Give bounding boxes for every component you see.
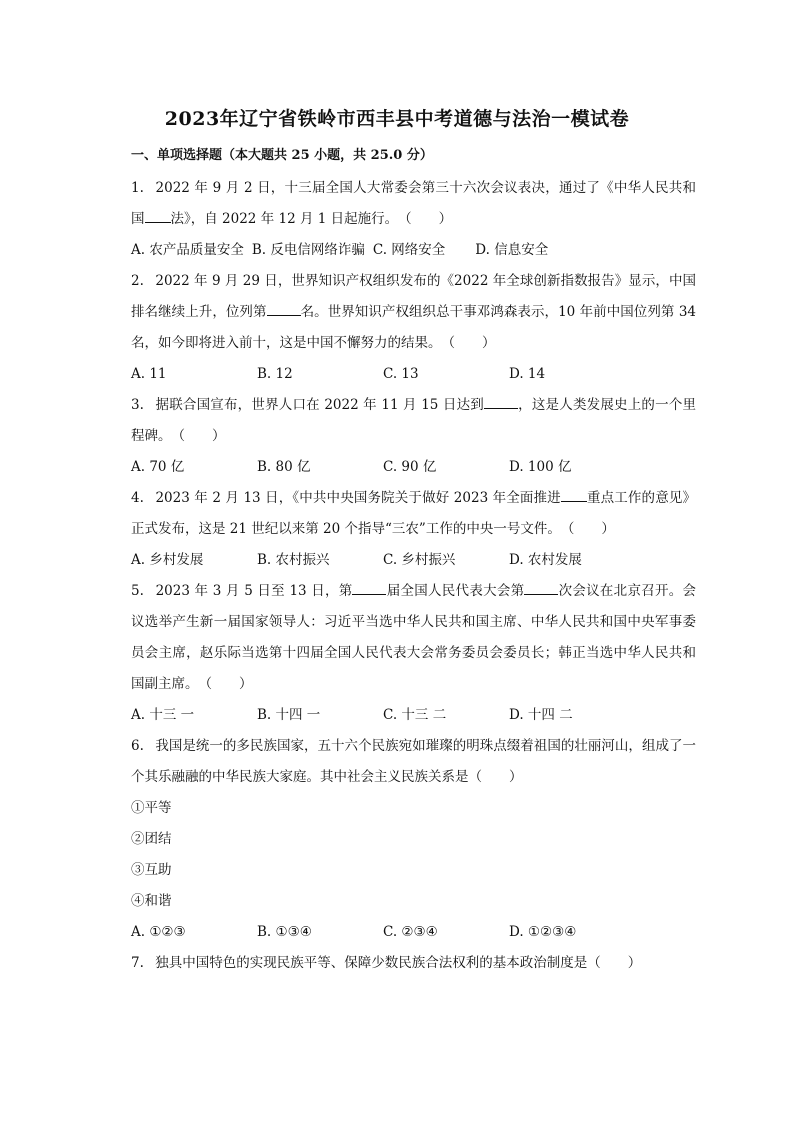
question-2: [131, 266, 696, 390]
option-a[interactable]: A. 农产品质量安全: [131, 242, 244, 258]
option-a[interactable]: A. 乡村发展: [131, 552, 204, 568]
stem-text: 届全国人民代表大会第: [386, 583, 525, 599]
option-a[interactable]: A. ①②③: [131, 924, 186, 940]
options-row: [131, 917, 696, 948]
answer-blank: [145, 209, 171, 223]
stem-text: 独具中国特色的实现民族平等、保障少数民族合法权利的基本政治制度是: [155, 955, 588, 971]
question-1: [131, 173, 696, 266]
option-a[interactable]: A. 十三 一: [131, 707, 195, 723]
statement-item: ③互助: [131, 862, 172, 878]
stem-text: 重点工作的意见》正式发布，这是 21 世纪以来第 20 个指导“三农”工作的中央一号文件。: [131, 490, 697, 537]
options-row: [131, 700, 696, 731]
statement-item: ④和谐: [131, 893, 172, 909]
question-number: 7.: [131, 955, 144, 971]
option-b[interactable]: B. 80 亿: [257, 459, 311, 475]
question-stem: [131, 948, 696, 979]
answer-blank: [484, 395, 518, 409]
statement-item: ②团结: [131, 831, 172, 847]
question-6: [131, 731, 696, 948]
question-4: [131, 483, 696, 576]
question-number: 5.: [131, 583, 144, 599]
question-number: 2.: [131, 273, 144, 289]
stem-text: 2023 年 3 月 5 日至 13 日，第: [155, 583, 353, 599]
options-row: [131, 235, 696, 266]
answer-paren: （ ）: [198, 676, 253, 692]
answer-blank: [267, 302, 301, 316]
options-row: [131, 359, 696, 390]
statement-item: ①平等: [131, 800, 172, 816]
question-number: 4.: [131, 490, 144, 506]
options-row: [131, 452, 696, 483]
option-c[interactable]: C. ②③④: [383, 924, 438, 940]
option-c[interactable]: C. 十三 二: [383, 707, 447, 723]
options-row: [131, 545, 696, 576]
question-stem: [131, 576, 696, 700]
section-heading: 一、单项选择题（本大题共 25 小题，共 25.0 分）: [131, 148, 433, 163]
answer-paren: （ ）: [441, 335, 496, 351]
option-b[interactable]: B. 反电信网络诈骗: [251, 242, 365, 258]
answer-blank: [561, 488, 587, 502]
stem-text: 名。世界知识产权组织总干事邓鸿森表示，10 年前中国位列第 34 名，如今即将进入前十，这是中国不懈努力的结果。: [131, 304, 696, 351]
answer-paren: （ ）: [468, 769, 523, 785]
answer-paren: （ ）: [171, 428, 226, 444]
option-d[interactable]: D. 信息安全: [475, 242, 549, 258]
option-b[interactable]: B. 12: [257, 366, 293, 382]
option-b[interactable]: B. 十四 一: [257, 707, 321, 723]
option-d[interactable]: D. 十四 二: [509, 707, 573, 723]
question-number: 1.: [131, 180, 144, 196]
answer-blank: [352, 581, 386, 595]
option-d[interactable]: D. 农村发展: [509, 552, 582, 568]
stem-text: 2022 年 9 月 2 日，十三届全国人大常委会第三十六次会议表决，通过了《中华人民共和国: [131, 180, 696, 227]
answer-paren: （ ）: [587, 955, 642, 971]
option-c[interactable]: C. 90 亿: [383, 459, 437, 475]
question-stem: [131, 390, 696, 452]
question-stem: [131, 266, 696, 359]
stem-text: ，这是人类发展史上的一个里程碑。: [131, 397, 697, 444]
question-3: [131, 390, 696, 483]
question-stem: [131, 731, 696, 793]
option-c[interactable]: C. 网络安全: [372, 242, 446, 258]
stem-text: 我国是统一的多民族国家，五十六个民族宛如璀璨的明珠点缀着祖国的壮丽河山，组成了一个其乐融融的中华民族大家庭。其中社会主义民族关系是: [131, 738, 696, 785]
option-a[interactable]: A. 11: [131, 366, 167, 382]
option-b[interactable]: B. ①③④: [257, 924, 312, 940]
question-number: 3.: [131, 397, 144, 413]
stem-text: 次会议在北京召开。会议选举产生新一届国家领导人：习近平当选中华人民共和国主席、中华人民共和国中央军事委员会主席，赵乐际当选第十四届全国人民代表大会常务委员会委员长；韩正当选中华人民共和国副主席。: [131, 583, 696, 692]
option-d[interactable]: D. 100 亿: [509, 459, 572, 475]
option-c[interactable]: C. 13: [383, 366, 419, 382]
stem-text: 2022 年 9 月 29 日，世界知识产权组织发布的《2022 年全球创新指数报告》显示，中国排名继续上升，位列第: [131, 273, 697, 320]
question-7: [131, 948, 696, 979]
question-number: 6.: [131, 738, 144, 754]
stem-text: 据联合国宣布，世界人口在 2022 年 11 月 15 日达到: [155, 397, 484, 413]
question-list: [131, 173, 696, 979]
question-stem: [131, 483, 696, 545]
answer-blank: [524, 581, 558, 595]
option-d[interactable]: D. ①②③④: [509, 924, 577, 940]
question-5: [131, 576, 696, 731]
page-title: 2023年辽宁省铁岭市西丰县中考道德与法治一模试卷: [164, 108, 630, 130]
option-b[interactable]: B. 农村振兴: [257, 552, 330, 568]
option-a[interactable]: A. 70 亿: [131, 459, 185, 475]
option-c[interactable]: C. 乡村振兴: [383, 552, 456, 568]
option-d[interactable]: D. 14: [509, 366, 546, 382]
question-stem: [131, 173, 696, 235]
stem-text: 法》，自 2022 年 12 月 1 日起施行。: [170, 211, 399, 227]
answer-paren: （ ）: [560, 521, 615, 537]
answer-paren: （ ）: [398, 211, 453, 227]
stem-text: 2023 年 2 月 13 日，《中共中央国务院关于做好 2023 年全面推进: [155, 490, 561, 506]
